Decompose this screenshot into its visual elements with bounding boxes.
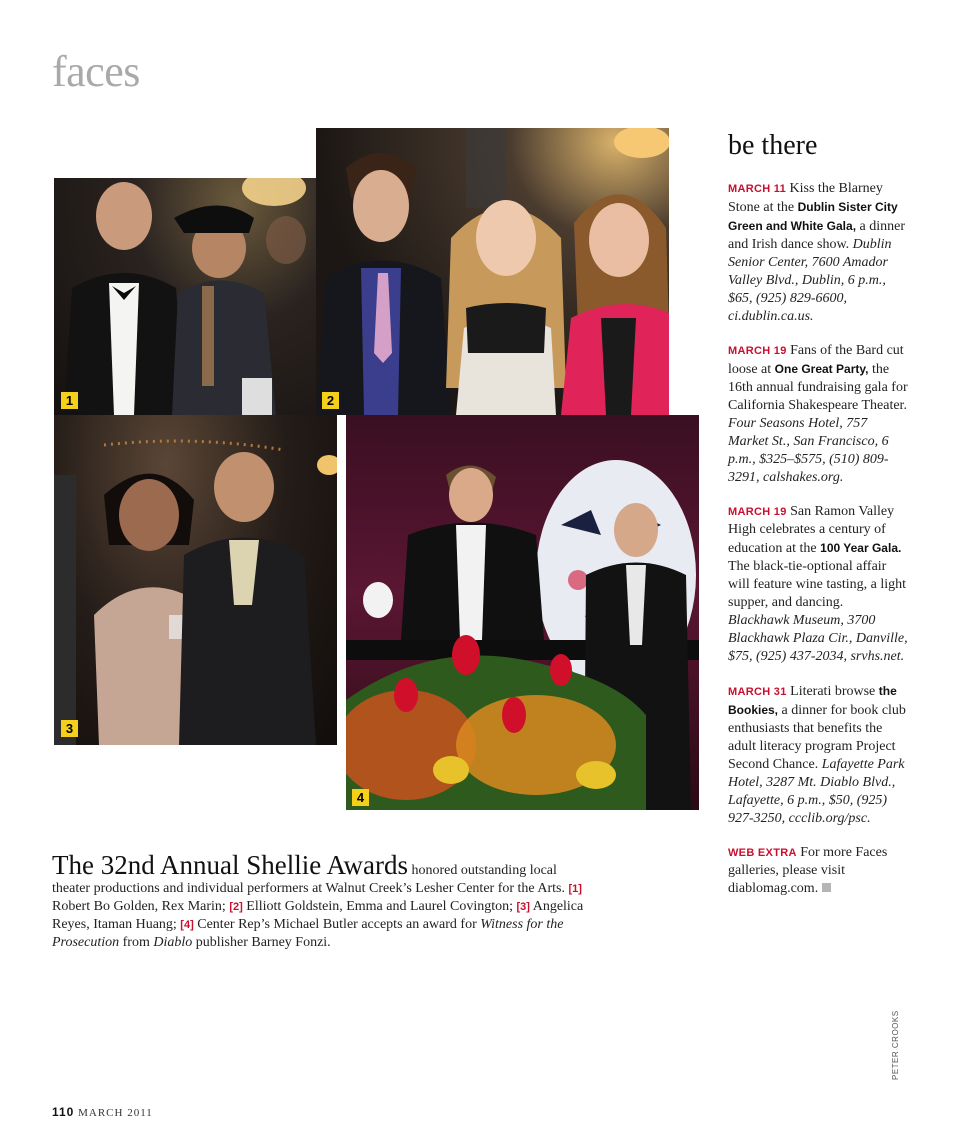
event-name: Dublin Sister City Green and White Gala, xyxy=(728,200,898,233)
photo-number: 4 xyxy=(352,789,369,806)
event-name: One Great Party, xyxy=(774,362,869,376)
event-venue: Lafayette Park Hotel, 3287 Mt. Diablo Blvd., Lafayette, 6 p.m., $50, (925) 927-3250, ccclib.org/psc. xyxy=(728,757,905,826)
event-item xyxy=(728,503,908,666)
event-desc: The black-tie-optional affair will feature wine tasting, a light supper, and dancing. xyxy=(728,559,907,610)
photo-2 xyxy=(316,128,669,415)
be-there-sidebar xyxy=(728,128,908,914)
photo-2-scene xyxy=(316,128,669,415)
section-title: faces xyxy=(52,47,140,96)
photo-number: 3 xyxy=(61,720,78,737)
photo-4-scene xyxy=(346,415,699,810)
event-venue: Blackhawk Museum, 3700 Blackhawk Plaza Cir., Danville, $75, (925) 437-2034, srvhs.net. xyxy=(728,613,908,664)
event-lead: Fans of the Bard cut loose at xyxy=(728,343,904,377)
event-item xyxy=(728,180,908,326)
issue-date: MARCH 2011 xyxy=(78,1107,153,1119)
event-venue: Dublin Senior Center, 7600 Amador Valley Blvd., Dublin, 6 p.m., $65, (925) 829-6600, ci.dublin.ca.us. xyxy=(728,237,892,324)
photo-credit: PETER CROOKS xyxy=(891,1010,900,1080)
caption-intro: honored outstanding local theater productions and individual performers at Walnut Creek’s Lesher Center for the Arts. xyxy=(52,863,565,896)
photo-4 xyxy=(346,415,699,810)
event-item xyxy=(728,342,908,487)
caption-play-title: Witness for the Prosecution xyxy=(52,917,564,950)
caption-item: Robert Bo Golden, Rex Marin; xyxy=(52,899,226,914)
caption-item: Elliott Goldstein, Emma and Laurel Covington; xyxy=(246,899,514,914)
event-date: MARCH 11 xyxy=(728,183,787,195)
page-folio xyxy=(52,1105,153,1119)
photo-caption xyxy=(52,850,592,952)
event-date: MARCH 31 xyxy=(728,686,787,698)
event-date: MARCH 19 xyxy=(728,506,787,518)
event-desc: the 16th annual fundraising gala for California Shakespeare Theater. xyxy=(728,362,908,413)
event-date: MARCH 19 xyxy=(728,345,787,357)
event-name: 100 Year Gala. xyxy=(820,541,902,555)
sidebar-title: be there xyxy=(728,130,818,161)
caption-item: from xyxy=(122,935,150,950)
photo-1 xyxy=(54,178,316,415)
photo-3 xyxy=(54,415,337,745)
web-extra-item xyxy=(728,844,908,898)
caption-item: publisher Barney Fonzi. xyxy=(195,935,331,950)
event-lead: Kiss the Blarney Stone at the xyxy=(728,181,883,215)
caption-tag: [1] xyxy=(568,883,582,895)
event-desc: a dinner and Irish dance show. xyxy=(728,219,906,252)
event-lead: Literati browse xyxy=(790,684,876,699)
photo-1-scene xyxy=(54,178,316,415)
event-lead: For more Faces galleries, please visit diablomag.com. xyxy=(728,845,888,896)
event-desc: a dinner for book club enthusiasts that benefits the adult literacy program Project Second Chance. xyxy=(728,703,906,772)
event-lead: San Ramon Valley High celebrates a century of education at the xyxy=(728,504,895,556)
event-item xyxy=(728,682,908,828)
event-venue: Four Seasons Hotel, 757 Market St., San Francisco, 6 p.m., $325–$575, (510) 809-3291, calshakes.org. xyxy=(728,416,889,485)
event-date: WEB EXTRA xyxy=(728,847,797,859)
caption-tag: [2] xyxy=(229,901,243,913)
caption-headline: The 32nd Annual Shellie Awards xyxy=(52,850,408,880)
caption-magazine-name: Diablo xyxy=(153,935,193,950)
caption-item: Center Rep’s Michael Butler accepts an award for xyxy=(197,917,477,932)
caption-tag: [4] xyxy=(180,919,194,931)
page-number: 110 xyxy=(52,1105,75,1119)
caption-tag: [3] xyxy=(516,901,530,913)
event-name: the Bookies, xyxy=(728,684,897,717)
photo-number: 2 xyxy=(322,392,339,409)
photo-number: 1 xyxy=(61,392,78,409)
photo-3-scene xyxy=(54,415,337,745)
caption-item: Angelica Reyes, Itaman Huang; xyxy=(52,899,584,932)
end-mark-icon xyxy=(822,883,831,892)
